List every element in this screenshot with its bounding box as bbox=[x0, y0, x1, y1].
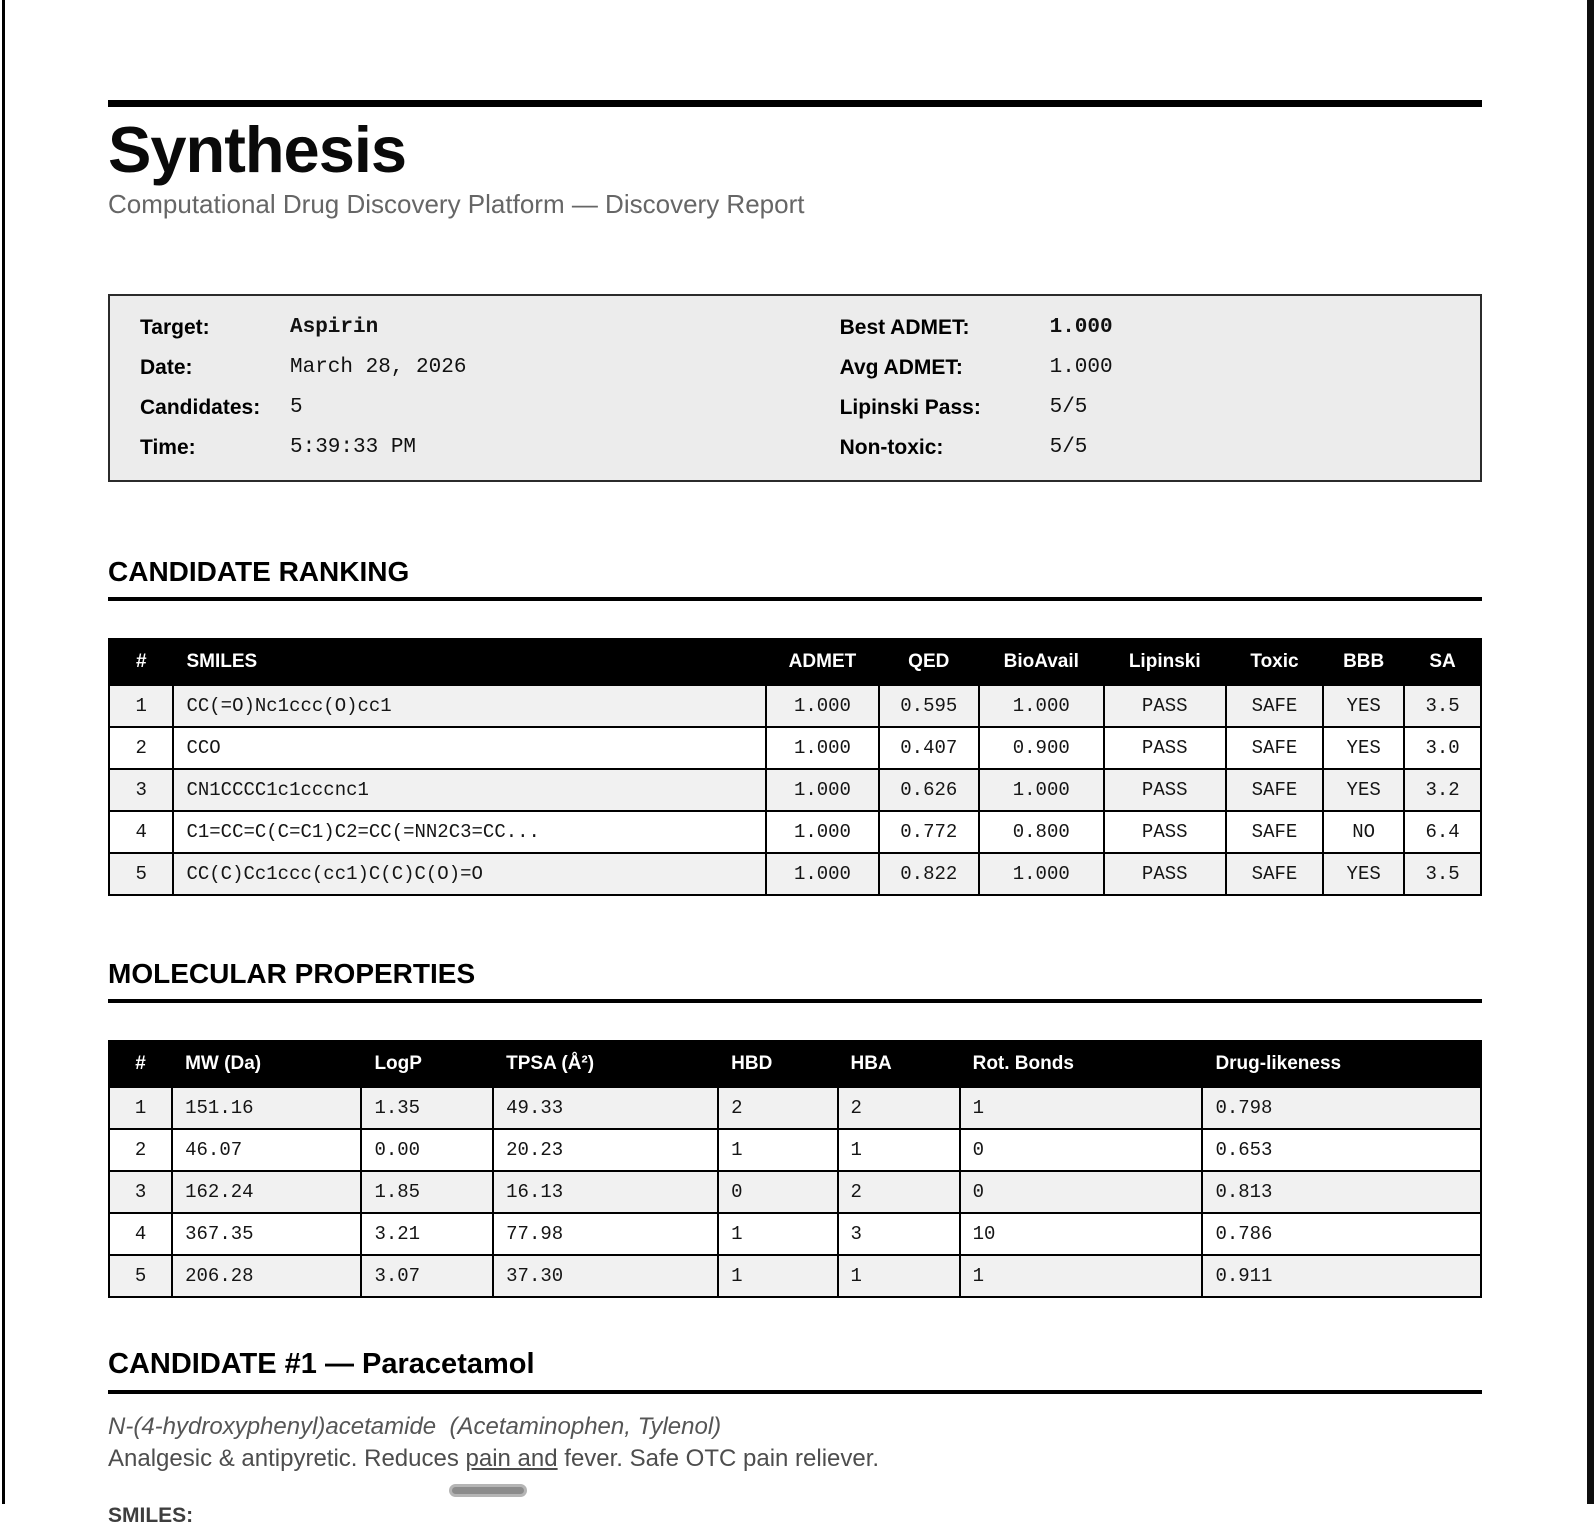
table-cell: 162.24 bbox=[172, 1171, 361, 1213]
table-cell: 0.813 bbox=[1202, 1171, 1481, 1213]
table-cell: 1.000 bbox=[979, 685, 1104, 727]
summary-row-best-admet bbox=[840, 308, 1460, 348]
table-cell: 0 bbox=[718, 1171, 837, 1213]
summary-value: 5 bbox=[290, 396, 303, 420]
table-row bbox=[109, 727, 1481, 769]
table-cell: 1.000 bbox=[766, 811, 879, 853]
table-cell: 3 bbox=[109, 769, 173, 811]
table-cell: 3 bbox=[109, 1171, 172, 1213]
column-header: HBA bbox=[838, 1041, 960, 1087]
table-cell: YES bbox=[1323, 685, 1404, 727]
column-header: Lipinski bbox=[1104, 639, 1226, 685]
ranking-table-body bbox=[109, 685, 1481, 895]
table-cell: 1 bbox=[718, 1213, 837, 1255]
column-header: TPSA (Å²) bbox=[493, 1041, 718, 1087]
table-cell: 4 bbox=[109, 1213, 172, 1255]
column-header: # bbox=[109, 639, 173, 685]
table-cell: 2 bbox=[109, 1129, 172, 1171]
section-heading-ranking: CANDIDATE RANKING bbox=[108, 556, 1482, 601]
summary-label: Avg ADMET: bbox=[839, 356, 963, 380]
table-cell: 0 bbox=[960, 1171, 1203, 1213]
table-cell: 1.85 bbox=[361, 1171, 493, 1213]
table-cell: 1 bbox=[838, 1255, 960, 1297]
column-header: SA bbox=[1404, 639, 1481, 685]
table-cell: 1 bbox=[109, 1087, 172, 1129]
table-cell: C1=CC=C(C=C1)C2=CC(=NN2C3=CC... bbox=[173, 811, 766, 853]
table-row bbox=[109, 685, 1481, 727]
table-cell: 1.35 bbox=[361, 1087, 493, 1129]
column-header: HBD bbox=[718, 1041, 837, 1087]
table-cell: SAFE bbox=[1226, 853, 1323, 895]
window-border-right bbox=[1587, 0, 1594, 1504]
column-header: ADMET bbox=[766, 639, 879, 685]
candidate-1-heading: CANDIDATE #1 — Paracetamol bbox=[108, 1348, 1482, 1394]
column-header: # bbox=[109, 1041, 172, 1087]
description-text: fever. Safe OTC pain reliever. bbox=[557, 1445, 880, 1473]
table-cell: 2 bbox=[838, 1087, 960, 1129]
column-header: Rot. Bonds bbox=[960, 1041, 1203, 1087]
description-text: Analgesic & antipyretic. Reduces bbox=[108, 1445, 466, 1473]
table-cell: PASS bbox=[1104, 727, 1226, 769]
summary-value: 1.000 bbox=[1049, 356, 1113, 380]
candidate-1-description bbox=[108, 1444, 1482, 1474]
table-cell: 0.626 bbox=[879, 769, 979, 811]
smiles-section-label: SMILES: bbox=[108, 1504, 194, 1528]
table-cell: YES bbox=[1323, 727, 1404, 769]
table-cell: NO bbox=[1323, 811, 1404, 853]
table-cell: 1 bbox=[718, 1129, 837, 1171]
table-cell: 0.00 bbox=[361, 1129, 493, 1171]
summary-label: Time: bbox=[140, 436, 196, 460]
table-cell: 16.13 bbox=[493, 1171, 718, 1213]
table-cell: CC(=O)Nc1ccc(O)cc1 bbox=[173, 685, 766, 727]
table-row bbox=[109, 1171, 1481, 1213]
table-cell: 1 bbox=[718, 1255, 837, 1297]
page-title: Synthesis bbox=[108, 113, 407, 186]
column-header: LogP bbox=[361, 1041, 493, 1087]
table-row bbox=[109, 769, 1481, 811]
table-cell: CCO bbox=[173, 727, 766, 769]
molecular-properties-table bbox=[108, 1040, 1482, 1298]
table-cell: 0 bbox=[960, 1129, 1203, 1171]
properties-table-body bbox=[109, 1087, 1481, 1297]
table-row bbox=[109, 853, 1481, 895]
table-cell: YES bbox=[1323, 853, 1404, 895]
column-header: SMILES bbox=[173, 639, 766, 685]
table-row bbox=[109, 1213, 1481, 1255]
table-cell: 20.23 bbox=[493, 1129, 718, 1171]
summary-value: 5/5 bbox=[1049, 396, 1088, 420]
table-cell: PASS bbox=[1104, 685, 1226, 727]
summary-value: 1.000 bbox=[1049, 316, 1113, 340]
table-cell: 1 bbox=[838, 1129, 960, 1171]
table-row bbox=[109, 811, 1481, 853]
table-row bbox=[109, 1255, 1481, 1297]
table-cell: 5 bbox=[109, 853, 173, 895]
table-cell: 1 bbox=[960, 1255, 1203, 1297]
table-cell: 5 bbox=[109, 1255, 172, 1297]
summary-row-candidates bbox=[140, 388, 840, 428]
table-cell: 0.407 bbox=[879, 727, 979, 769]
table-cell: 0.595 bbox=[879, 685, 979, 727]
column-header: BBB bbox=[1323, 639, 1404, 685]
table-cell: 2 bbox=[109, 727, 173, 769]
table-cell: SAFE bbox=[1226, 727, 1323, 769]
table-cell: 1.000 bbox=[766, 853, 879, 895]
table-cell: 3.0 bbox=[1404, 727, 1481, 769]
column-header: MW (Da) bbox=[172, 1041, 361, 1087]
description-underlined-text: pain and bbox=[465, 1445, 558, 1473]
summary-label: Non-toxic: bbox=[839, 436, 944, 460]
table-cell: 3 bbox=[838, 1213, 960, 1255]
candidate-1-iupac-name: N-(4-hydroxyphenyl)acetamide (Acetaminophen, Tylenol) bbox=[108, 1413, 722, 1441]
table-cell: 1 bbox=[960, 1087, 1203, 1129]
table-cell: 0.798 bbox=[1202, 1087, 1481, 1129]
scrollbar-thumb[interactable] bbox=[449, 1484, 527, 1497]
table-cell: 37.30 bbox=[493, 1255, 718, 1297]
table-row bbox=[109, 1087, 1481, 1129]
table-cell: 2 bbox=[838, 1171, 960, 1213]
report-subtitle: Computational Drug Discovery Platform — Discovery Report bbox=[108, 189, 805, 220]
summary-label: Best ADMET: bbox=[839, 316, 970, 340]
column-header: QED bbox=[879, 639, 979, 685]
table-cell: PASS bbox=[1104, 853, 1226, 895]
table-cell: 206.28 bbox=[172, 1255, 361, 1297]
summary-label: Candidates: bbox=[140, 396, 261, 420]
summary-row-nontoxic bbox=[840, 428, 1460, 468]
summary-label: Target: bbox=[140, 316, 210, 340]
masthead bbox=[108, 100, 1482, 220]
table-cell: 3.21 bbox=[361, 1213, 493, 1255]
table-cell: 151.16 bbox=[172, 1087, 361, 1129]
table-cell: 1.000 bbox=[979, 769, 1104, 811]
table-cell: 3.5 bbox=[1404, 853, 1481, 895]
summary-panel bbox=[108, 294, 1482, 482]
table-row bbox=[109, 1129, 1481, 1171]
summary-row-date bbox=[140, 348, 840, 388]
table-cell: 0.800 bbox=[979, 811, 1104, 853]
table-cell: 4 bbox=[109, 811, 173, 853]
summary-row-lipinski bbox=[840, 388, 1460, 428]
summary-value: 5/5 bbox=[1049, 436, 1088, 460]
table-cell: 367.35 bbox=[172, 1213, 361, 1255]
table-cell: 0.786 bbox=[1202, 1213, 1481, 1255]
table-cell: 3.5 bbox=[1404, 685, 1481, 727]
table-cell: CC(C)Cc1ccc(cc1)C(C)C(O)=O bbox=[173, 853, 766, 895]
summary-label: Lipinski Pass: bbox=[839, 396, 981, 420]
column-header: Drug-likeness bbox=[1202, 1041, 1481, 1087]
table-cell: SAFE bbox=[1226, 811, 1323, 853]
table-cell: SAFE bbox=[1226, 685, 1323, 727]
table-cell: SAFE bbox=[1226, 769, 1323, 811]
table-cell: 1 bbox=[109, 685, 173, 727]
summary-column-left bbox=[140, 308, 840, 468]
table-cell: 0.772 bbox=[879, 811, 979, 853]
summary-row-time bbox=[140, 428, 840, 468]
summary-value: Aspirin bbox=[290, 316, 379, 340]
table-cell: 1.000 bbox=[979, 853, 1104, 895]
candidate-ranking-table bbox=[108, 638, 1482, 896]
table-cell: 0.653 bbox=[1202, 1129, 1481, 1171]
section-heading-properties: MOLECULAR PROPERTIES bbox=[108, 958, 1482, 1003]
table-cell: 0.900 bbox=[979, 727, 1104, 769]
table-cell: 46.07 bbox=[172, 1129, 361, 1171]
summary-row-avg-admet bbox=[840, 348, 1460, 388]
table-cell: 1.000 bbox=[766, 685, 879, 727]
table-cell: PASS bbox=[1104, 769, 1226, 811]
column-header: Toxic bbox=[1226, 639, 1323, 685]
table-cell: 0.911 bbox=[1202, 1255, 1481, 1297]
table-cell: PASS bbox=[1104, 811, 1226, 853]
window-border-left bbox=[2, 0, 5, 1504]
table-header-row bbox=[109, 639, 1481, 685]
table-cell: 1.000 bbox=[766, 727, 879, 769]
column-header: BioAvail bbox=[979, 639, 1104, 685]
table-cell: 3.07 bbox=[361, 1255, 493, 1297]
summary-value: March 28, 2026 bbox=[290, 356, 467, 380]
summary-column-right bbox=[840, 308, 1460, 468]
table-cell: YES bbox=[1323, 769, 1404, 811]
report-page bbox=[108, 0, 1482, 1528]
summary-row-target bbox=[140, 308, 840, 348]
table-cell: CN1CCCC1c1cccnc1 bbox=[173, 769, 766, 811]
summary-label: Date: bbox=[140, 356, 193, 380]
table-header-row bbox=[109, 1041, 1481, 1087]
summary-value: 5:39:33 PM bbox=[290, 436, 417, 460]
table-cell: 10 bbox=[960, 1213, 1203, 1255]
table-cell: 0.822 bbox=[879, 853, 979, 895]
table-cell: 49.33 bbox=[493, 1087, 718, 1129]
table-cell: 77.98 bbox=[493, 1213, 718, 1255]
table-cell: 2 bbox=[718, 1087, 837, 1129]
table-cell: 3.2 bbox=[1404, 769, 1481, 811]
table-cell: 6.4 bbox=[1404, 811, 1481, 853]
table-cell: 1.000 bbox=[766, 769, 879, 811]
